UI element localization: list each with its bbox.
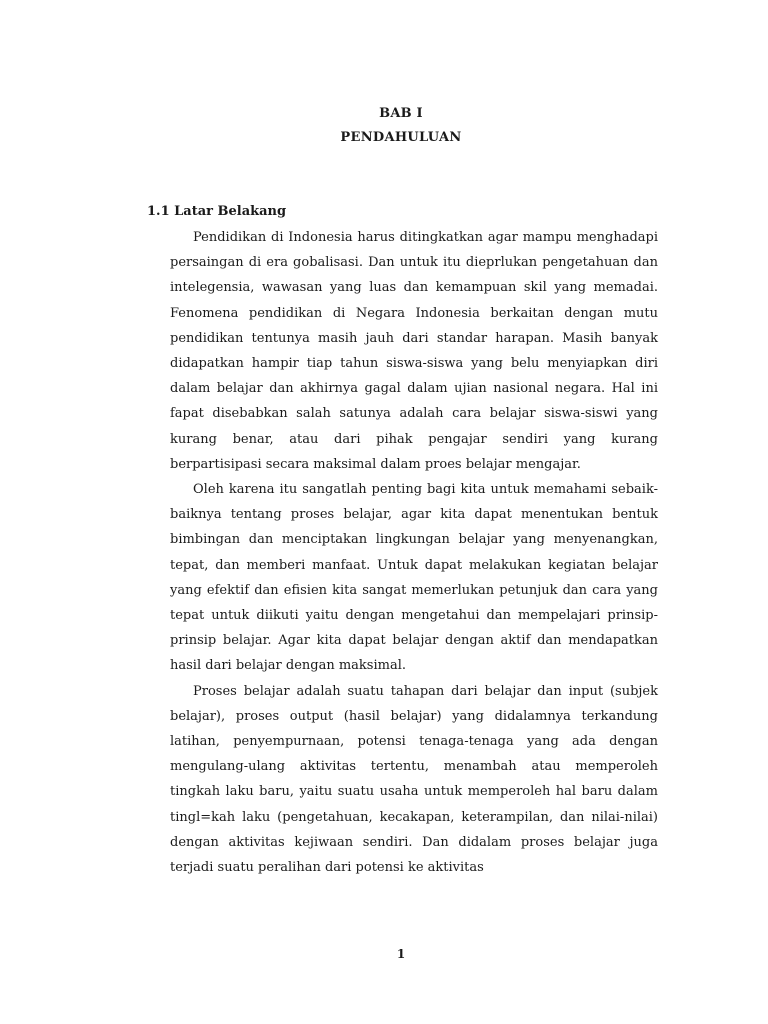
paragraph: Oleh karena itu sangatlah penting bagi kita untuk memahami sebaik-baiknya tentang proses belajar, agar kita dapat menentukan bentuk bimbingan dan menciptakan lingkungan belajar yang menyenangkan, tepat, dan memberi manfaat. Untuk dapat melakukan kegiatan belajar yang efektif dan efisien kita sangat memerlukan petunjuk dan cara yang tepat untuk diikuti yaitu dengan mengetahui dan mempelajari prinsip-prinsip belajar. Agar kita dapat belajar dengan aktif dan mendapatkan hasil dari belajar dengan maksimal. [170,482,658,674]
page-number: 1 [396,947,406,961]
body-text [170,225,658,880]
paragraph: Pendidikan di Indonesia harus ditingkatkan agar mampu menghadapi persaingan di era gobalisasi. Dan untuk itu dieprlukan pengetahuan dan intelegensia, wawasan yang luas dan kemampuan skil yang memadai. Fenomena pendidikan di Negara Indonesia berkaitan dengan mutu pendidikan tentunya masih jauh dari standar harapan. Masih banyak didapatkan hampir tiap tahun siswa-siswa yang belu menyiapkan diri dalam belajar dan akhirnya gagal dalam ujian nasional negara. Hal ini fapat disebabkan salah satunya adalah cara belajar siswa-siswi yang kurang benar, atau dari pihak pengajar sendiri yang kurang berpartisipasi secara maksimal dalam proes belajar mengajar. [170,230,658,472]
section-heading: 1.1 Latar Belakang [147,204,287,219]
paragraph: Proses belajar adalah suatu tahapan dari belajar dan input (subjek belajar), proses output (hasil belajar) yang didalamnya terkandung latihan, penyempurnaan, potensi tenaga-tenaga yang ada dengan mengulang-ulang aktivitas tertentu, menambah atau memperoleh tingkah laku baru, yaitu suatu usaha untuk memperoleh hal baru dalam tingl=kah laku (pengetahuan, kecakapan, keterampilan, dan nilai-nilai) dengan aktivitas kejiwaan sendiri. Dan didalam proses belajar juga terjadi suatu peralihan dari potensi ke aktivitas [170,683,658,876]
chapter-number: BAB I [379,106,423,121]
chapter-title: PENDAHULUAN [340,130,462,145]
